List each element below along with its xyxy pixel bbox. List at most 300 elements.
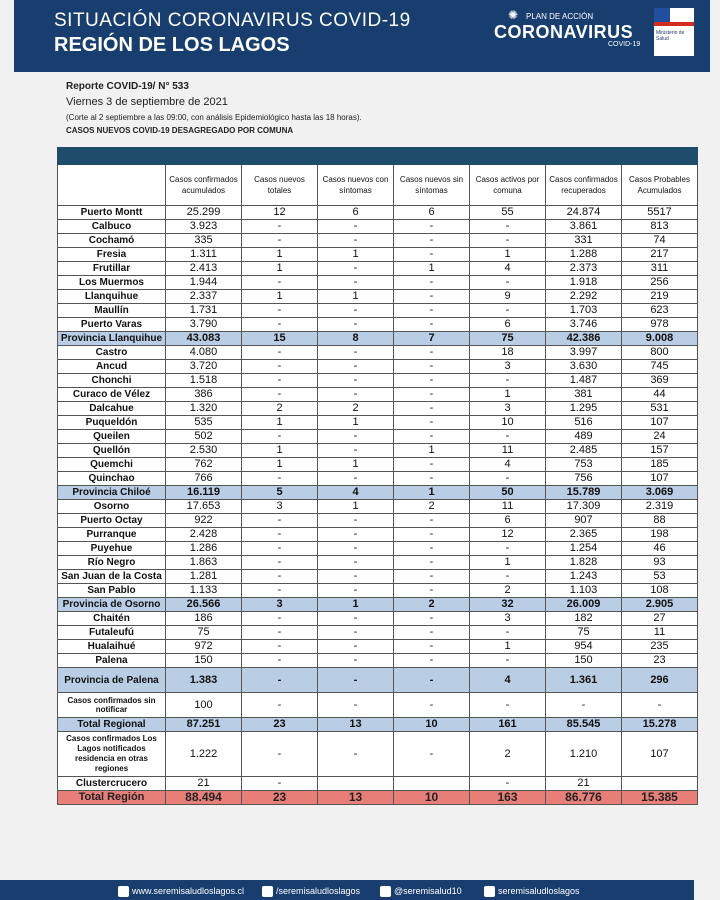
table-cell: 6 (470, 514, 546, 528)
table-cell: - (318, 640, 394, 654)
table-cell: 1.222 (166, 732, 242, 777)
table-cell: 1 (242, 444, 318, 458)
table-cell: - (394, 318, 470, 332)
table-cell: - (394, 304, 470, 318)
table-cell: - (242, 626, 318, 640)
table-cell: - (470, 374, 546, 388)
table-cell: - (242, 777, 318, 791)
table-cell: 8 (318, 332, 394, 346)
table-cell: 17.309 (546, 500, 622, 514)
table-cell: 21 (546, 777, 622, 791)
footer-web[interactable] (118, 886, 244, 897)
row-label: Provincia de Palena (58, 668, 166, 693)
table-cell: 11 (470, 500, 546, 514)
footer-instagram-text: seremisaludloslagos (498, 886, 580, 896)
table-cell: 44 (622, 388, 698, 402)
table-cell: 535 (166, 416, 242, 430)
table-cell: - (242, 612, 318, 626)
table-cell: 531 (622, 402, 698, 416)
table-cell: - (470, 542, 546, 556)
table-cell: 1.295 (546, 402, 622, 416)
table-row (58, 612, 698, 626)
table-cell: 1.361 (546, 668, 622, 693)
table-cell: 43.083 (166, 332, 242, 346)
table-cell: - (394, 374, 470, 388)
table-cell: 2.905 (622, 598, 698, 612)
summary-row (58, 732, 698, 777)
table-cell: 2 (394, 500, 470, 514)
row-label: Ancud (58, 360, 166, 374)
table-cell: 74 (622, 234, 698, 248)
table-cell: - (242, 276, 318, 290)
table-row (58, 388, 698, 402)
table-cell: 23 (622, 654, 698, 668)
table-cell: - (242, 304, 318, 318)
table-cell: - (242, 374, 318, 388)
table-cell: 185 (622, 458, 698, 472)
table-cell: - (242, 220, 318, 234)
table-cell: 182 (546, 612, 622, 626)
table-cell: - (470, 220, 546, 234)
table-cell: 2 (242, 402, 318, 416)
table-cell: 9.008 (622, 332, 698, 346)
table-cell: 1 (394, 486, 470, 500)
table-cell: 23 (242, 791, 318, 805)
table-cell: 922 (166, 514, 242, 528)
table-cell: 1.703 (546, 304, 622, 318)
table-cell: 17.653 (166, 500, 242, 514)
table-cell: 1.487 (546, 374, 622, 388)
table-cell: 381 (546, 388, 622, 402)
table-cell: - (318, 318, 394, 332)
row-label: San Pablo (58, 584, 166, 598)
table-cell: 1 (470, 556, 546, 570)
row-label: Queilen (58, 430, 166, 444)
summary-row (58, 693, 698, 718)
footer-facebook-text: /seremisaludloslagos (276, 886, 361, 896)
table-cell: - (318, 444, 394, 458)
table-cell: 907 (546, 514, 622, 528)
instagram-icon (484, 886, 495, 897)
table-row (58, 416, 698, 430)
table-cell: - (394, 654, 470, 668)
table-cell: - (318, 262, 394, 276)
table-cell: 256 (622, 276, 698, 290)
table-cell: - (318, 430, 394, 444)
table-cell: - (470, 626, 546, 640)
table-cell: 13 (318, 718, 394, 732)
report-date: Viernes 3 de septiembre de 2021 (66, 96, 228, 108)
column-header: Casos Probables Acumulados (622, 165, 698, 206)
table-row (58, 318, 698, 332)
table-cell: 766 (166, 472, 242, 486)
table-cell: - (318, 654, 394, 668)
table-cell: 3.720 (166, 360, 242, 374)
table-cell: - (242, 360, 318, 374)
table-cell: 1 (318, 458, 394, 472)
table-cell: 1 (318, 248, 394, 262)
table-cell: - (242, 318, 318, 332)
table-cell: - (394, 346, 470, 360)
banner-region: REGIÓN DE LOS LAGOS (54, 34, 290, 56)
table-row (58, 360, 698, 374)
table-cell: 972 (166, 640, 242, 654)
table-cell: 2.373 (546, 262, 622, 276)
table-cell: 24.874 (546, 206, 622, 220)
table-cell: 107 (622, 416, 698, 430)
column-header: Casos nuevos con síntomas (318, 165, 394, 206)
table-row (58, 346, 698, 360)
table-cell: 10 (394, 791, 470, 805)
table-cell: 3 (470, 402, 546, 416)
table-cell: 1 (394, 444, 470, 458)
table-cell: 5 (242, 486, 318, 500)
table-cell: - (394, 542, 470, 556)
header-banner (14, 0, 710, 72)
column-header: Casos nuevos sin síntomas (394, 165, 470, 206)
table-cell: - (242, 732, 318, 777)
table-cell: 10 (470, 416, 546, 430)
table-cell: 1.320 (166, 402, 242, 416)
table-cell: 100 (166, 693, 242, 718)
row-label: Clustercrucero (58, 777, 166, 791)
row-label: Maullín (58, 304, 166, 318)
table-cell: 86.776 (546, 791, 622, 805)
table-cell: - (242, 234, 318, 248)
table-cell: - (242, 693, 318, 718)
table-cell: 502 (166, 430, 242, 444)
table-cell: 1.863 (166, 556, 242, 570)
table-cell: - (318, 528, 394, 542)
table-cell: 3.923 (166, 220, 242, 234)
row-label: Futaleufú (58, 626, 166, 640)
table-cell: - (242, 472, 318, 486)
table-cell: 1.281 (166, 570, 242, 584)
table-cell: 11 (470, 444, 546, 458)
table-row (58, 570, 698, 584)
table-cell: - (242, 654, 318, 668)
table-row (58, 528, 698, 542)
table-cell: 55 (470, 206, 546, 220)
table-cell: 745 (622, 360, 698, 374)
table-cell: 27 (622, 612, 698, 626)
table-cell: - (242, 528, 318, 542)
footer-bar (0, 880, 694, 900)
table-cell: - (318, 360, 394, 374)
table-cell: 489 (546, 430, 622, 444)
table-row (58, 234, 698, 248)
table-cell: 75 (166, 626, 242, 640)
table-cell: 3 (470, 360, 546, 374)
table-cell: - (318, 626, 394, 640)
table-cell: 235 (622, 640, 698, 654)
table-top-band (58, 148, 698, 165)
table-cell: 1.311 (166, 248, 242, 262)
table-cell: 85.545 (546, 718, 622, 732)
table-cell: 3.861 (546, 220, 622, 234)
table-cell: 53 (622, 570, 698, 584)
row-label: Osorno (58, 500, 166, 514)
table-cell: 756 (546, 472, 622, 486)
table-cell: 800 (622, 346, 698, 360)
row-label: Casos confirmados sin notificar (58, 693, 166, 718)
table-cell: - (318, 276, 394, 290)
row-label: Llanquihue (58, 290, 166, 304)
table-row (58, 584, 698, 598)
table-cell: - (394, 234, 470, 248)
table-cell: 335 (166, 234, 242, 248)
row-label: Puerto Varas (58, 318, 166, 332)
footer-web-text: www.seremisaludloslagos.cl (132, 886, 245, 896)
table-cell: - (394, 570, 470, 584)
table-cell: - (242, 514, 318, 528)
table-cell: 15.789 (546, 486, 622, 500)
table-cell: 150 (166, 654, 242, 668)
table-cell: 2.292 (546, 290, 622, 304)
table-cell: 6 (470, 318, 546, 332)
table-cell: 1 (318, 500, 394, 514)
table-cell: - (394, 612, 470, 626)
table-cell: 42.386 (546, 332, 622, 346)
column-header: Casos confirmados acumulados (166, 165, 242, 206)
table-cell: - (318, 304, 394, 318)
row-label: Curaco de Vélez (58, 388, 166, 402)
footer-instagram[interactable] (484, 886, 580, 897)
table-cell: 26.009 (546, 598, 622, 612)
table-cell: 2 (470, 732, 546, 777)
row-label: Puyehue (58, 542, 166, 556)
table-cell: 762 (166, 458, 242, 472)
table-cell: 2.428 (166, 528, 242, 542)
row-label: Palena (58, 654, 166, 668)
table-cell: 3.746 (546, 318, 622, 332)
table-cell: - (394, 528, 470, 542)
footer-facebook[interactable] (262, 886, 360, 897)
table-cell: 1.518 (166, 374, 242, 388)
table-cell: - (318, 220, 394, 234)
table-cell: 108 (622, 584, 698, 598)
column-header-empty (58, 165, 166, 206)
table-cell: 1 (318, 598, 394, 612)
table-cell: 217 (622, 248, 698, 262)
province-total-row (58, 598, 698, 612)
row-label: Total Regional (58, 718, 166, 732)
table-cell: 623 (622, 304, 698, 318)
table-row (58, 374, 698, 388)
row-label: Total Región (58, 791, 166, 805)
table-cell: - (318, 234, 394, 248)
table-cell: 369 (622, 374, 698, 388)
brand-label: CORONAVIRUS (494, 22, 634, 42)
table-cell: 1 (242, 416, 318, 430)
table-cell (394, 777, 470, 791)
table-cell: 186 (166, 612, 242, 626)
table-cell: 21 (166, 777, 242, 791)
table-cell: 15.278 (622, 718, 698, 732)
footer-twitter-text: @seremisalud10 (394, 886, 462, 896)
table-cell: - (394, 640, 470, 654)
table-cell: 11 (622, 626, 698, 640)
table-cell: 516 (546, 416, 622, 430)
table-cell: 150 (546, 654, 622, 668)
table-cell: 1.731 (166, 304, 242, 318)
table-cell: - (318, 570, 394, 584)
table-cell: 6 (318, 206, 394, 220)
banner-title: SITUACIÓN CORONAVIRUS COVID-19 (54, 10, 411, 31)
table-cell: - (242, 570, 318, 584)
row-label: Quinchao (58, 472, 166, 486)
table-cell: 1.210 (546, 732, 622, 777)
table-cell: 93 (622, 556, 698, 570)
table-cell: - (318, 612, 394, 626)
table-cell: 157 (622, 444, 698, 458)
table-cell: 107 (622, 472, 698, 486)
table-row (58, 304, 698, 318)
table-cell: 4.080 (166, 346, 242, 360)
cases-table (57, 147, 698, 805)
table-cell: 386 (166, 388, 242, 402)
table-cell: 3 (242, 598, 318, 612)
row-label: Quellón (58, 444, 166, 458)
table-cell: 311 (622, 262, 698, 276)
table-cell: - (546, 693, 622, 718)
table-cell: - (394, 626, 470, 640)
table-row (58, 290, 698, 304)
table-cell: 32 (470, 598, 546, 612)
table-cell: 1.286 (166, 542, 242, 556)
table-cell: 198 (622, 528, 698, 542)
row-label: Provincia Llanquihue (58, 332, 166, 346)
row-label: Puerto Montt (58, 206, 166, 220)
table-cell: 12 (470, 528, 546, 542)
row-label: San Juan de la Costa (58, 570, 166, 584)
table-cell: 1.288 (546, 248, 622, 262)
row-label: Dalcahue (58, 402, 166, 416)
table-row (58, 458, 698, 472)
table-row (58, 654, 698, 668)
row-label: Chaitén (58, 612, 166, 626)
table-row (58, 276, 698, 290)
table-cell: 1 (242, 262, 318, 276)
table-cell: 3.630 (546, 360, 622, 374)
table-cell: 88 (622, 514, 698, 528)
table-cell: 2.413 (166, 262, 242, 276)
table-cell: - (394, 430, 470, 444)
table-cell: - (242, 584, 318, 598)
table-cell: 75 (470, 332, 546, 346)
row-label: Castro (58, 346, 166, 360)
table-cell: 1.243 (546, 570, 622, 584)
row-label: Provincia de Osorno (58, 598, 166, 612)
table-cell: 1.944 (166, 276, 242, 290)
table-row (58, 430, 698, 444)
table-cell: 107 (622, 732, 698, 777)
table-cell: - (318, 374, 394, 388)
footer-twitter[interactable] (380, 886, 462, 897)
table-cell: 4 (470, 458, 546, 472)
table-cell: 16.119 (166, 486, 242, 500)
table-cell: 2.337 (166, 290, 242, 304)
table-cell: 1.254 (546, 542, 622, 556)
table-cell: - (394, 458, 470, 472)
table-cell: 163 (470, 791, 546, 805)
row-label: Calbuco (58, 220, 166, 234)
table-cell: - (318, 668, 394, 693)
table-row (58, 777, 698, 791)
table-cell: 1 (242, 458, 318, 472)
table-row (58, 514, 698, 528)
row-label: Casos confirmados Los Lagos notificados residencia en otras regiones (58, 732, 166, 777)
table-cell (318, 777, 394, 791)
row-label: Provincia Chiloé (58, 486, 166, 500)
row-label: Los Muermos (58, 276, 166, 290)
table-cell: 813 (622, 220, 698, 234)
table-row (58, 556, 698, 570)
table-cell: - (318, 693, 394, 718)
column-header: Casos confirmados recuperados (546, 165, 622, 206)
table-cell: - (242, 556, 318, 570)
table-row (58, 248, 698, 262)
table-cell: 15 (242, 332, 318, 346)
province-total-row (58, 486, 698, 500)
row-label: Purranque (58, 528, 166, 542)
table-cell: - (318, 388, 394, 402)
table-cell: 3.790 (166, 318, 242, 332)
table-cell: 4 (470, 668, 546, 693)
province-total-row (58, 668, 698, 693)
table-cell: 13 (318, 791, 394, 805)
table-cell: 1.103 (546, 584, 622, 598)
table-cell: - (394, 360, 470, 374)
table-row (58, 402, 698, 416)
table-cell: 88.494 (166, 791, 242, 805)
table-cell: 219 (622, 290, 698, 304)
table-row (58, 444, 698, 458)
table-cell: - (394, 248, 470, 262)
table-cell: - (318, 472, 394, 486)
table-cell: 15.385 (622, 791, 698, 805)
table-cell: 954 (546, 640, 622, 654)
twitter-icon (380, 886, 391, 897)
table-cell: 1.383 (166, 668, 242, 693)
table-cell: 5517 (622, 206, 698, 220)
table-cell: 87.251 (166, 718, 242, 732)
table-cell: 1 (318, 416, 394, 430)
table-cell: - (470, 472, 546, 486)
table-cell: - (394, 693, 470, 718)
row-label: Frutillar (58, 262, 166, 276)
table-cell: 3 (242, 500, 318, 514)
table-cell: - (470, 304, 546, 318)
row-label: Fresia (58, 248, 166, 262)
table-cell: - (394, 290, 470, 304)
row-label: Puerto Octay (58, 514, 166, 528)
table-cell: 1 (470, 248, 546, 262)
table-cell: 12 (242, 206, 318, 220)
table-cell: 4 (318, 486, 394, 500)
table-cell: - (318, 346, 394, 360)
table-cell: 1.828 (546, 556, 622, 570)
table-cell: - (318, 584, 394, 598)
table-cell: - (242, 542, 318, 556)
table-cell: - (470, 234, 546, 248)
table-cell: 2 (394, 598, 470, 612)
column-header: Casos activos por comuna (470, 165, 546, 206)
table-cell: - (470, 570, 546, 584)
table-cell: 1 (242, 290, 318, 304)
table-cell: 18 (470, 346, 546, 360)
table-row (58, 262, 698, 276)
